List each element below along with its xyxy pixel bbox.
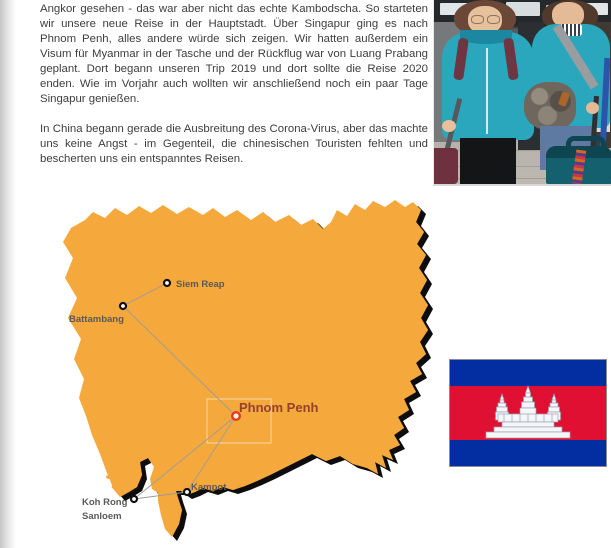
label-koh-rong-line2: Sanloem [82,511,122,522]
flag-stripe-blue-top [450,360,606,386]
page-edge-shadow [0,0,16,548]
cambodia-map [55,198,435,548]
country-shape-group [63,200,428,537]
travelers-photo [433,0,611,186]
traveler-left-hand [442,120,456,132]
label-kampot: Kampot [191,482,227,493]
cambodia-flag [449,359,607,467]
label-siem-reap: Siem Reap [176,279,225,290]
label-koh-rong-line1: Koh Rong [82,497,128,508]
marker-kampot [184,489,190,495]
paragraph-corona: In China begann gerade die Ausbreitung des Corona-Virus, aber das machte uns keine Angst - im Gegenteil, die chinesischen Touristen fehlten und bescherten uns ein entspanntes Reisen. [40,123,428,165]
glasses-icon [487,15,500,24]
cambodia-flag-svg [450,360,606,466]
marker-koh-rong [131,496,137,502]
paragraph-trip-intro: Angkor gesehen - das war aber nicht das echte Kambodscha. So starteten wir unsere neue Reise in der Hauptstadt. Über Singapur ging es nach Phnom Penh, alles andere würde sich zeigen. Wir hatten außerdem ein Visum für Myanmar in der Tasche und der Rückflug war von Luang Prabang geplant. Dort begann unseren Trip 2019 und dort sollte die Reise 2020 enden. Wie im Vorjahr auch wollten wir anschließend noch ein paar Tage Singapur genießen. [40,3,428,105]
glasses-icon [471,15,484,24]
shoulder-bag [524,82,576,130]
traveler-left-pants [460,138,516,184]
flag-stripe-blue-bottom [450,440,606,466]
traveler-right-hand [586,102,599,114]
cambodia-map-svg [55,198,435,548]
jacket-zipper [486,48,488,134]
marker-battambang [120,303,126,309]
angkor-wall [498,414,558,422]
article-text [40,2,428,182]
burgundy-suitcase [433,148,458,184]
island-small [106,475,112,479]
label-phnom-penh: Phnom Penh [239,400,319,415]
marker-siem-reap [164,280,170,286]
label-battambang: Battambang [69,314,124,325]
